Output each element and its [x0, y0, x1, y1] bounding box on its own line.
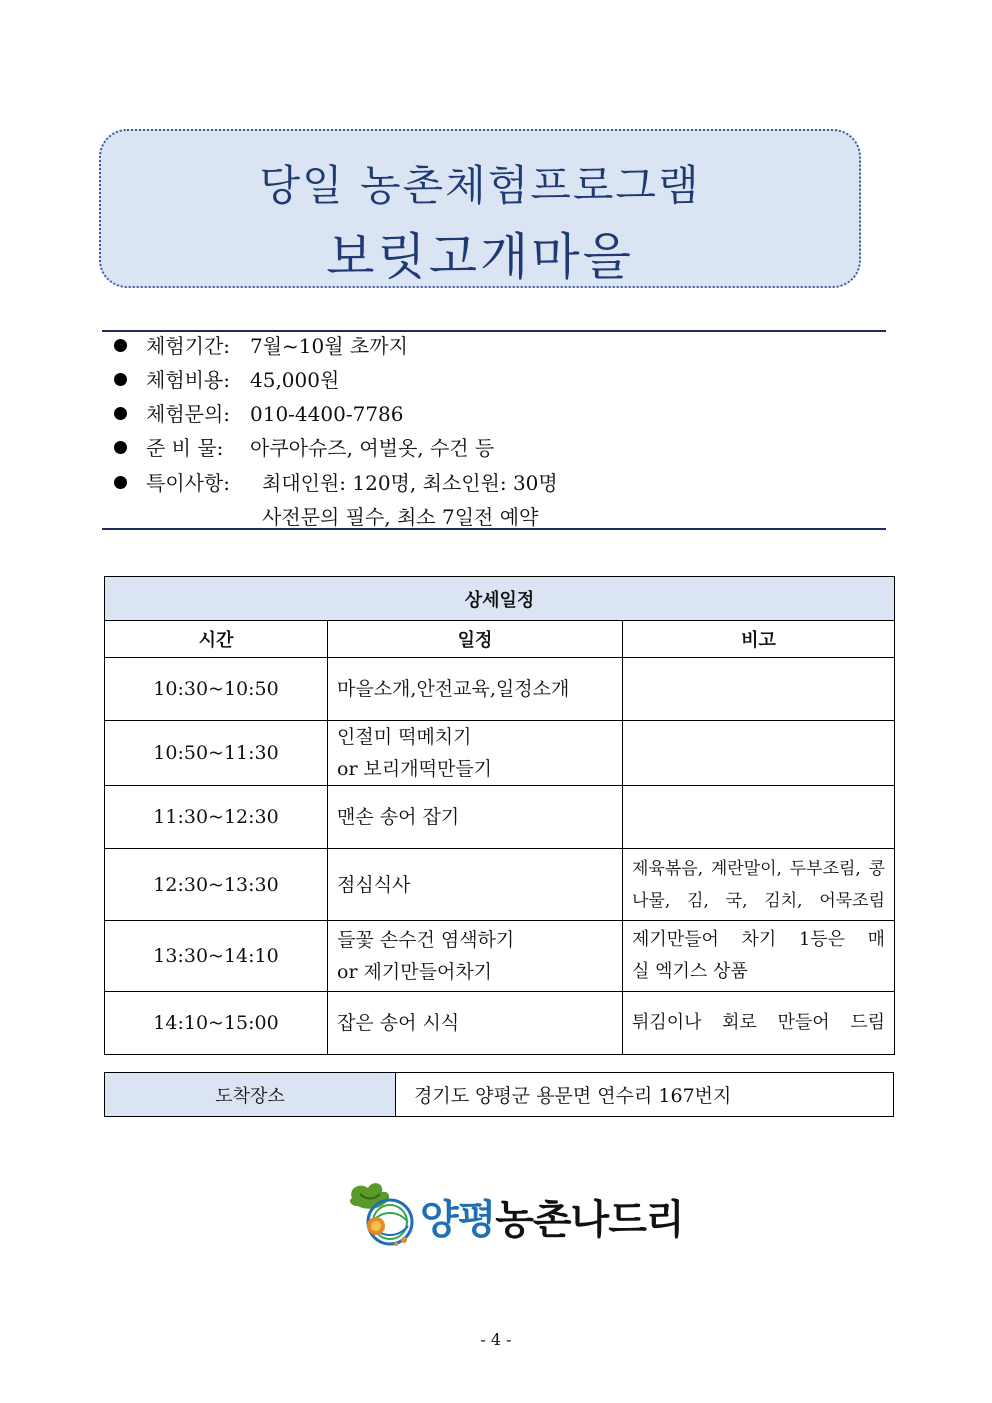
info-label: 특이사항:	[146, 471, 231, 495]
col-note-header: 비고	[623, 621, 895, 658]
info-value: 사전문의 필수, 최소 7일전 예약	[262, 505, 539, 529]
row-plan	[328, 849, 623, 921]
row-plan	[328, 921, 623, 992]
plan-line: 점심식사	[337, 873, 411, 896]
note-line: 제육볶음, 계란말이, 두부조림, 콩	[632, 858, 886, 879]
row-time: 11:30~12:30	[105, 786, 328, 849]
arrival-table	[104, 1072, 894, 1117]
arrival-label: 도착장소	[105, 1073, 396, 1117]
bullet-icon	[114, 339, 127, 352]
village-title: 보릿고개마을	[326, 228, 634, 286]
row-note	[623, 849, 895, 921]
bullet-icon	[114, 476, 127, 489]
plan-line: or 보리개떡만들기	[337, 758, 493, 780]
row-time: 10:50~11:30	[105, 721, 328, 786]
info-label: 준 비 물:	[146, 436, 224, 460]
bullet-icon	[114, 407, 127, 420]
plan-line: or 제기만들어차기	[337, 961, 493, 983]
info-value: 7월~10월 초까지	[250, 334, 408, 358]
row-note	[623, 658, 895, 721]
table-row	[105, 921, 895, 992]
note-line: 튀김이나 회로 만들어 드림	[632, 1012, 886, 1033]
row-note	[623, 992, 895, 1055]
title-box	[99, 129, 861, 288]
table-header-row	[105, 621, 895, 658]
info-value: 45,000원	[250, 368, 340, 392]
table-row	[105, 786, 895, 849]
row-plan	[328, 721, 623, 786]
bullet-icon	[114, 373, 127, 386]
table-row	[105, 849, 895, 921]
plan-line: 들꽃 손수건 염색하기	[337, 929, 515, 951]
plan-line: 맨손 송어 잡기	[337, 806, 460, 828]
row-time: 13:30~14:10	[105, 921, 328, 992]
plan-line: 마을소개,안전교육,일정소개	[337, 678, 570, 700]
info-label: 체험문의:	[146, 402, 231, 426]
logo-text	[420, 1188, 683, 1245]
table-row	[105, 721, 895, 786]
logo	[346, 1180, 684, 1250]
logo-emblem-icon	[346, 1180, 418, 1250]
note-line: 실 엑기스 상품	[632, 961, 748, 982]
row-note	[623, 721, 895, 786]
row-plan	[328, 992, 623, 1055]
page-number: - 4 -	[480, 1330, 512, 1349]
info-label: 체험기간:	[146, 334, 231, 358]
logo-text-part2: 농촌나드리	[495, 1197, 684, 1243]
schedule-table	[104, 576, 895, 1055]
info-value: 최대인원: 120명, 최소인원: 30명	[262, 471, 558, 495]
note-line: 나물, 김, 국, 김치, 어묵조림	[632, 890, 886, 911]
logo-text-part1: 양평	[420, 1197, 496, 1243]
info-label: 체험비용:	[146, 368, 231, 392]
row-time: 14:10~15:00	[105, 992, 328, 1055]
info-section	[102, 330, 886, 530]
note-line: 제기만들어 차기 1등은 매	[632, 929, 886, 950]
arrival-address: 경기도 양평군 용문면 연수리 167번지	[396, 1073, 894, 1117]
program-title: 당일 농촌체험프로그램	[259, 161, 701, 210]
table-row	[105, 992, 895, 1055]
bullet-icon	[114, 441, 127, 454]
schedule-header: 상세일정	[105, 577, 895, 621]
col-plan-header: 일정	[328, 621, 623, 658]
row-time: 10:30~10:50	[105, 658, 328, 721]
row-note	[623, 786, 895, 849]
plan-line: 잡은 송어 시식	[337, 1012, 460, 1034]
info-value: 아쿠아슈즈, 여벌옷, 수건 등	[250, 436, 495, 460]
table-row	[105, 658, 895, 721]
plan-line: 인절미 떡메치기	[337, 726, 472, 748]
row-note	[623, 921, 895, 992]
col-time-header: 시간	[105, 621, 328, 658]
row-plan	[328, 786, 623, 849]
row-plan	[328, 658, 623, 721]
info-value: 010-4400-7786	[250, 402, 404, 426]
row-time: 12:30~13:30	[105, 849, 328, 921]
